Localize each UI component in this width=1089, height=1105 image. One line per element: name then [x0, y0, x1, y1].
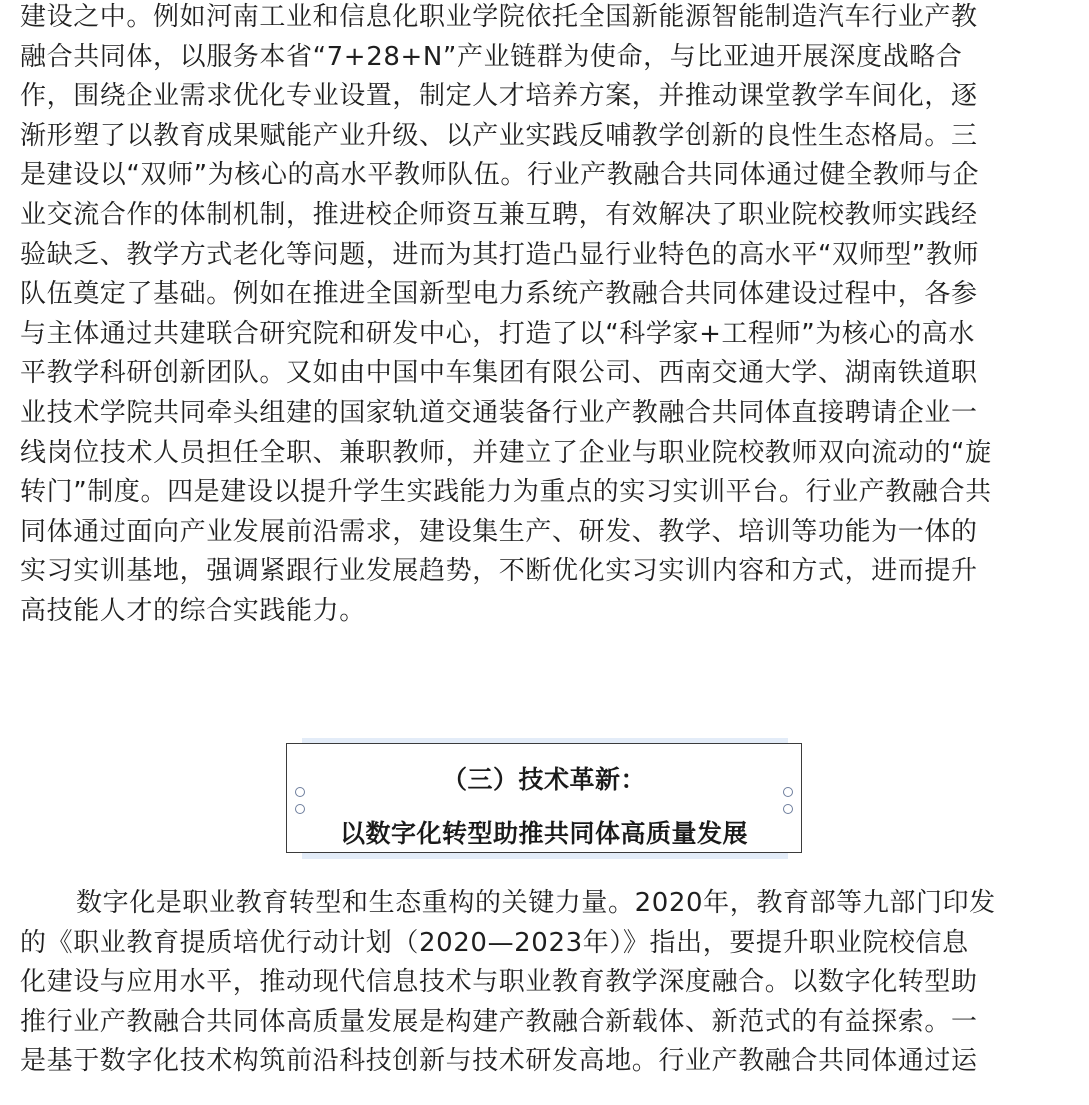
- text-line: 转门”制度。四是建设以提升学生实践能力为重点的实习实训平台。行业产教融合共: [20, 477, 992, 508]
- text-line: 是基于数字化技术构筑前沿科技创新与技术研发高地。行业产教融合共同体通过运: [20, 1046, 978, 1077]
- section-heading-title: （三）技术革新：: [441, 765, 646, 794]
- text-line: 是建设以“双师”为核心的高水平教师队伍。行业产教融合共同体通过健全教师与企: [20, 160, 980, 191]
- text-line: 作，围绕企业需求优化专业设置，制定人才培养方案，并推动课堂教学车间化，逐: [20, 81, 978, 112]
- text-line: 建设之中。例如河南工业和信息化职业学院依托全国新能源智能制造汽车行业产教: [20, 2, 978, 32]
- text-line: 验缺乏、教学方式老化等问题，进而为其打造凸显行业特色的高水平“双师型”教师: [20, 239, 980, 270]
- text-line: 线岗位技术人员担任全职、兼职教师，并建立了企业与职业院校教师双向流动的“旋: [20, 437, 992, 468]
- ring-decoration-icon: [295, 804, 305, 814]
- section-heading: [286, 738, 804, 860]
- text-line: 实习实训基地，强调紧跟行业发展趋势，不断优化实习实训内容和方式，进而提升: [20, 556, 978, 587]
- heading-decoration-bottom: [302, 853, 788, 859]
- text-line: 队伍奠定了基础。例如在推进全国新型电力系统产教融合共同体建设过程中，各参: [20, 279, 978, 310]
- text-line: 与主体通过共建联合研究院和研发中心，打造了以“科学家+工程师”为核心的高水: [20, 318, 975, 349]
- text-line: 化建设与应用水平，推动现代信息技术与职业教育教学深度融合。以数字化转型助: [20, 967, 978, 998]
- text-line: 平教学科研创新团队。又如由中国中车集团有限公司、西南交通大学、湖南铁道职: [20, 358, 978, 389]
- article-body-top: [20, 0, 1070, 632]
- text-line: 渐形塑了以教育成果赋能产业升级、以产业实践反哺教学创新的良性生态格局。三: [20, 120, 978, 151]
- section-heading-box: [286, 743, 802, 853]
- text-line: 融合共同体，以服务本省“7+28+N”产业链群为使命，与比亚迪开展深度战略合: [20, 41, 963, 72]
- paragraph-top: [20, 0, 1070, 632]
- section-heading-subtitle: 以数字化转型助推共同体高质量发展: [339, 819, 748, 848]
- text-line: 业技术学院共同牵头组建的国家轨道交通装备行业产教融合共同体直接聘请企业一: [20, 397, 978, 428]
- paragraph-bottom: [20, 884, 1070, 1082]
- text-line: 业交流合作的体制机制，推进校企师资互兼互聘，有效解决了职业院校教师实践经: [20, 199, 978, 230]
- text-line: 数字化是职业教育转型和生态重构的关键力量。2020年，教育部等九部门印发: [76, 888, 996, 918]
- text-line: 推行业产教融合共同体高质量发展是构建产教融合新载体、新范式的有益探索。一: [20, 1006, 978, 1037]
- ring-decoration-icon: [783, 804, 793, 814]
- text-line: 同体通过面向产业发展前沿需求，建设集生产、研发、教学、培训等功能为一体的: [20, 516, 978, 547]
- article-body-bottom: [20, 884, 1070, 1082]
- text-line: 高技能人才的综合实践能力。: [20, 595, 366, 626]
- text-line: 的《职业教育提质培优行动计划（2020—2023年）》指出，要提升职业院校信息: [20, 927, 969, 958]
